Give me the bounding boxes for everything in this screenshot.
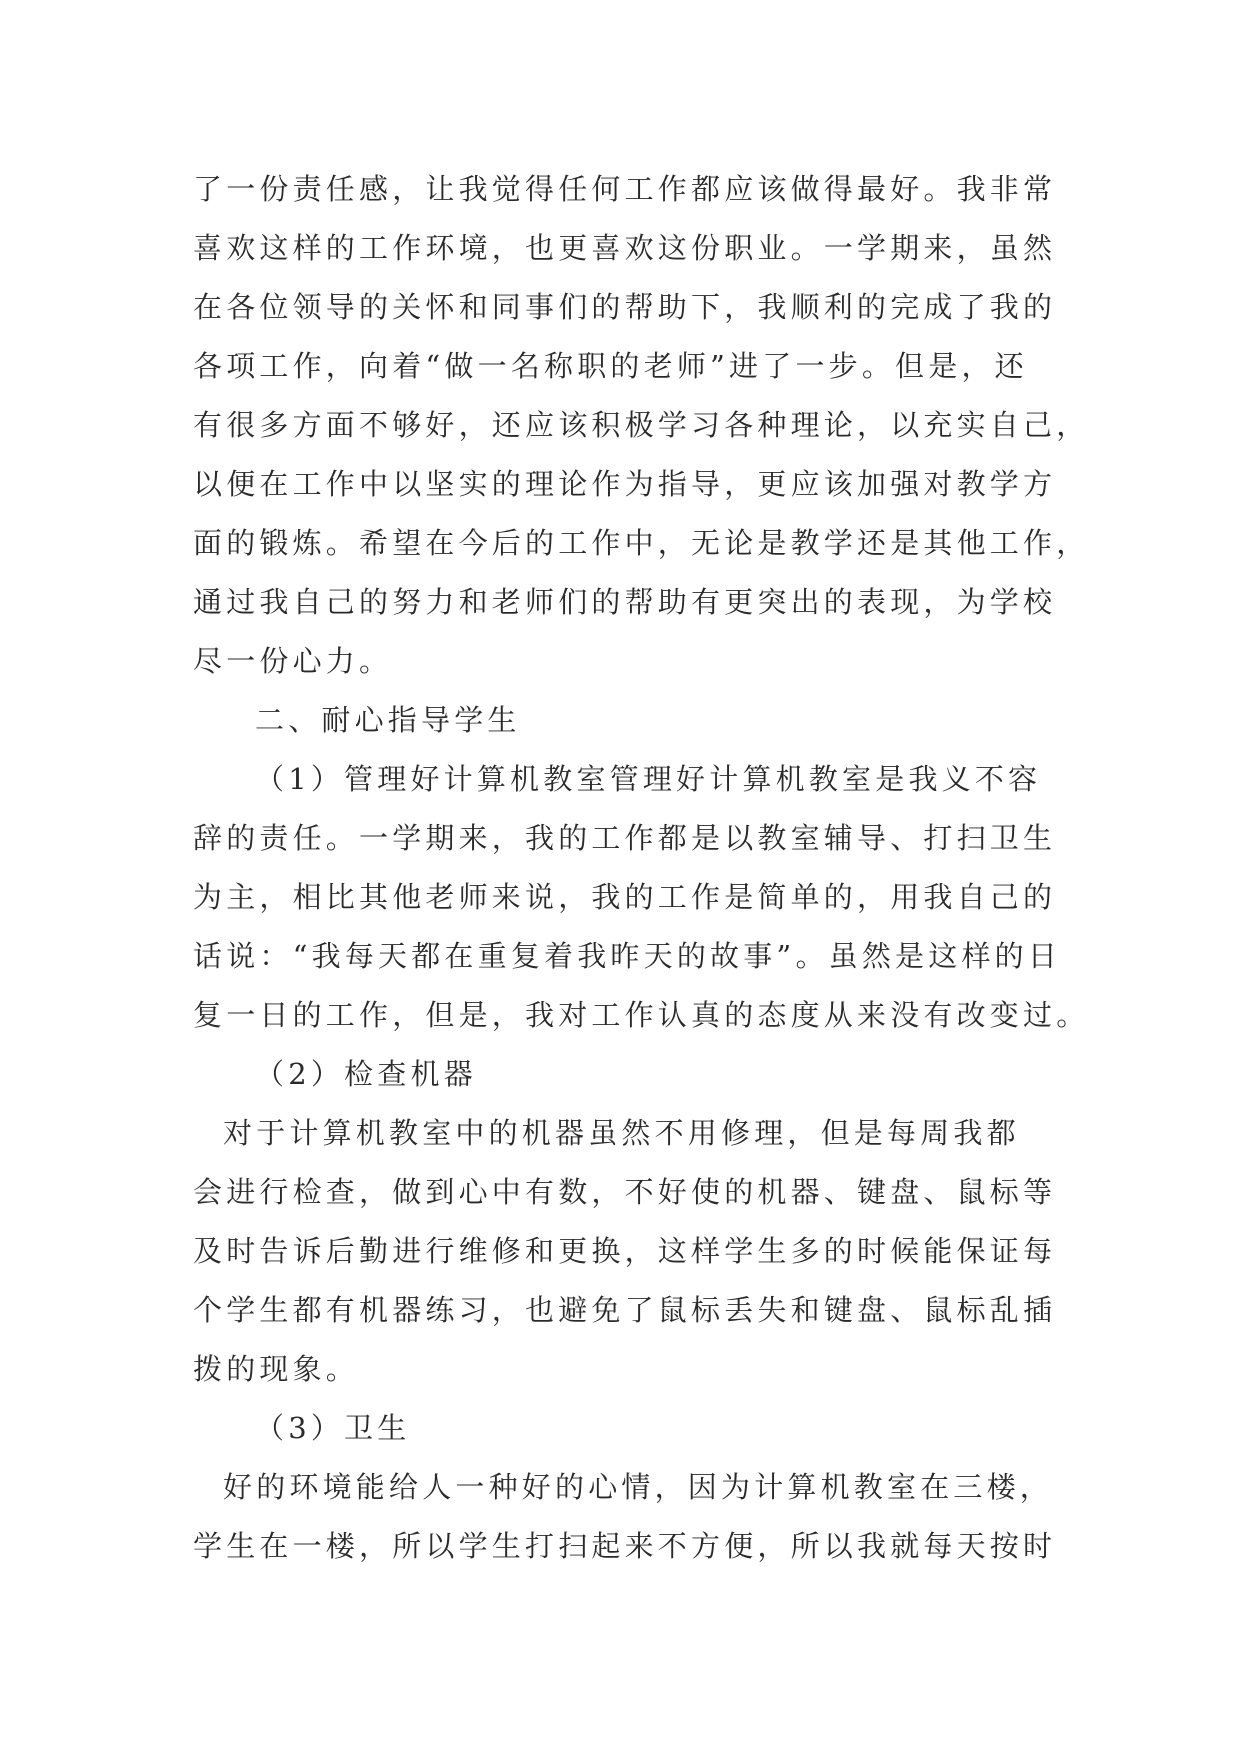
text-line: 话说：“我每天都在重复着我昨天的故事”。虽然是这样的日: [193, 939, 1062, 973]
subsection-heading: （2）检查机器: [255, 1057, 477, 1091]
text-line: 在各位领导的关怀和同事们的帮助下，我顺利的完成了我的: [193, 290, 1057, 324]
text-line: 学生在一楼，所以学生打扫起来不方便，所以我就每天按时: [193, 1529, 1057, 1563]
text-line: 通过我自己的努力和老师们的帮助有更突出的表现，为学校: [193, 585, 1057, 619]
text-line: 复一日的工作，但是，我对工作认真的态度从来没有改变过。: [193, 998, 1090, 1032]
text-line: 了一份责任感，让我觉得任何工作都应该做得最好。我非常: [193, 172, 1057, 206]
text-line: 面的锻炼。希望在今后的工作中，无论是教学还是其他工作，: [193, 526, 1090, 560]
text-line: （1）管理好计算机教室管理好计算机教室是我义不容: [255, 762, 1042, 796]
subsection-heading: （3）卫生: [255, 1411, 411, 1445]
text-line: 对于计算机教室中的机器虽然不用修理，但是每周我都: [223, 1116, 1020, 1150]
text-line: 有很多方面不够好，还应该积极学习各种理论，以充实自己，: [193, 408, 1090, 442]
text-line: 会进行检查，做到心中有数，不好使的机器、键盘、鼠标等: [193, 1175, 1057, 1209]
text-line: 喜欢这样的工作环境，也更喜欢这份职业。一学期来，虽然: [193, 231, 1057, 265]
text-line: 个学生都有机器练习，也避免了鼠标丢失和键盘、鼠标乱插: [193, 1293, 1057, 1327]
body-text: [193, 160, 1090, 1576]
section-heading: 二、耐心指导学生: [255, 703, 521, 737]
text-line: 好的环境能给人一种好的心情，因为计算机教室在三楼，: [223, 1470, 1054, 1504]
text-line: 各项工作，向着“做一名称职的老师”进了一步。但是，还: [193, 349, 1028, 383]
text-line: 以便在工作中以坚实的理论作为指导，更应该加强对教学方: [193, 467, 1057, 501]
text-line: 辞的责任。一学期来，我的工作都是以教室辅导、打扫卫生: [193, 821, 1057, 855]
text-line: 为主，相比其他老师来说，我的工作是简单的，用我自己的: [193, 880, 1057, 914]
text-line: 及时告诉后勤进行维修和更换，这样学生多的时候能保证每: [193, 1234, 1057, 1268]
text-line: 拨的现象。: [193, 1352, 360, 1386]
text-line: 尽一份心力。: [193, 644, 393, 678]
